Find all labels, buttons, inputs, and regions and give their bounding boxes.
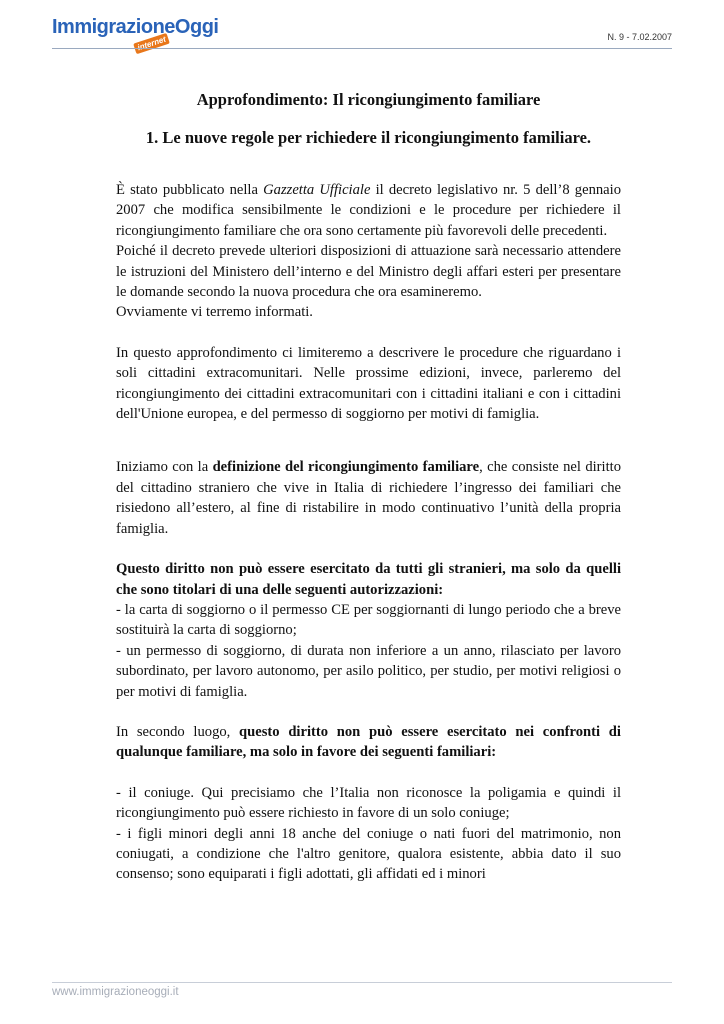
text-run: Iniziamo con la [116,459,213,476]
list-item-permesso: - un permesso di soggiorno, di durata non inferiore a un anno, rilasciato per lavoro subordinato, per lavoro autonomo, per asilo politico, per studio, per motivi religiosi o per motivi di famiglia. [116,642,621,700]
list-item-coniuge: - il coniuge. Qui precisiamo che l’Italia non riconosce la poligamia e quindi il ricongiungimento può essere richiesto in favore di un solo coniuge; [116,784,621,822]
logo-text: ImmigrazioneOggi [52,16,219,38]
text-run: In secondo luogo, [116,723,240,740]
article-title: Approfondimento: Il ricongiungimento familiare [196,90,541,109]
paragraph-7 [116,722,621,763]
footer-divider [52,982,672,983]
paragraph-2: Poiché il decreto prevede ulteriori disposizioni di attuazione sarà necessario attendere le istruzioni del Ministero dell’interno e del Ministro degli affari esteri per presentare le domande secondo la nuova procedura che ora esamineremo. [116,243,621,301]
list-item-carta: - la carta di soggiorno o il permesso CE per soggiornanti di lungo periodo che a breve sostituirà la carta di soggiorno; [116,601,621,639]
page-header [0,0,724,60]
definition-bold: definizione del ricongiungimento familiare [212,459,480,476]
authorizations-bold: Questo diritto non può essere esercitato da tutti gli stranieri, ma solo da quelli che sono titolari di una delle seguenti autorizzazioni: [116,561,621,598]
paragraph-3: Ovviamente vi terremo informati. [116,304,313,321]
paragraph-1 [116,180,621,241]
article-subtitle: 1. Le nuove regole per richiedere il ricongiungimento familiare. [145,128,592,147]
article-body [116,90,621,885]
text-run: È stato pubblicato nella [116,182,264,198]
family-members-bold: questo diritto non può essere esercitato nei confronti di qualunque familiare, ma solo in favore dei seguenti familiari: [116,723,621,761]
list-item-figli: - i figli minori degli anni 18 anche del coniuge o nati fuori del matrimonio, non coniugati, a condizione che l'altro genitore, qualora esistente, abbia dato il suo consenso; sono equiparati i figli adottati, gli affidati ed i minori [116,825,621,883]
spacer [116,763,621,783]
header-divider [52,48,672,49]
gazzetta-ufficiale-text: Gazzetta Ufficiale [263,182,371,198]
issue-number: N. 9 - 7.02.2007 [607,32,672,42]
spacer [116,323,621,343]
spacer [116,424,621,457]
paragraph-5 [116,457,621,539]
spacer [116,702,621,722]
text-run: il decreto legislativo nr. 5 dell’8 gennaio 2007 che modifica sensibilmente le condizioni e le procedure per richiedere il ricongiungimento familiare che ora sono certamente più favorevoli delle precedenti. [116,182,621,239]
text-run: , che consiste nel diritto del cittadino straniero che vive in Italia di richiedere l’ingresso dei familiari che risiedono all’estero, al fine di ristabilire in modo continuativo l’unità della propria famiglia. [116,459,622,537]
spacer [116,539,621,559]
paragraph-4: In questo approfondimento ci limiteremo a descrivere le procedure che riguardano i soli cittadini extracomunitari. Nelle prossime edizioni, invece, parleremo del ricongiungimento dei cittadini extracomunitari con i cittadini italiani e con i cittadini dell'Unione europea, e del permesso di soggiorno per motivi di famiglia. [116,344,621,423]
footer-url[interactable]: www.immigrazioneoggi.it [52,986,179,998]
logo-badge: internet [133,33,170,54]
immigrazioneoggi-logo[interactable] [52,16,219,60]
paragraph-6-heading [116,559,621,600]
